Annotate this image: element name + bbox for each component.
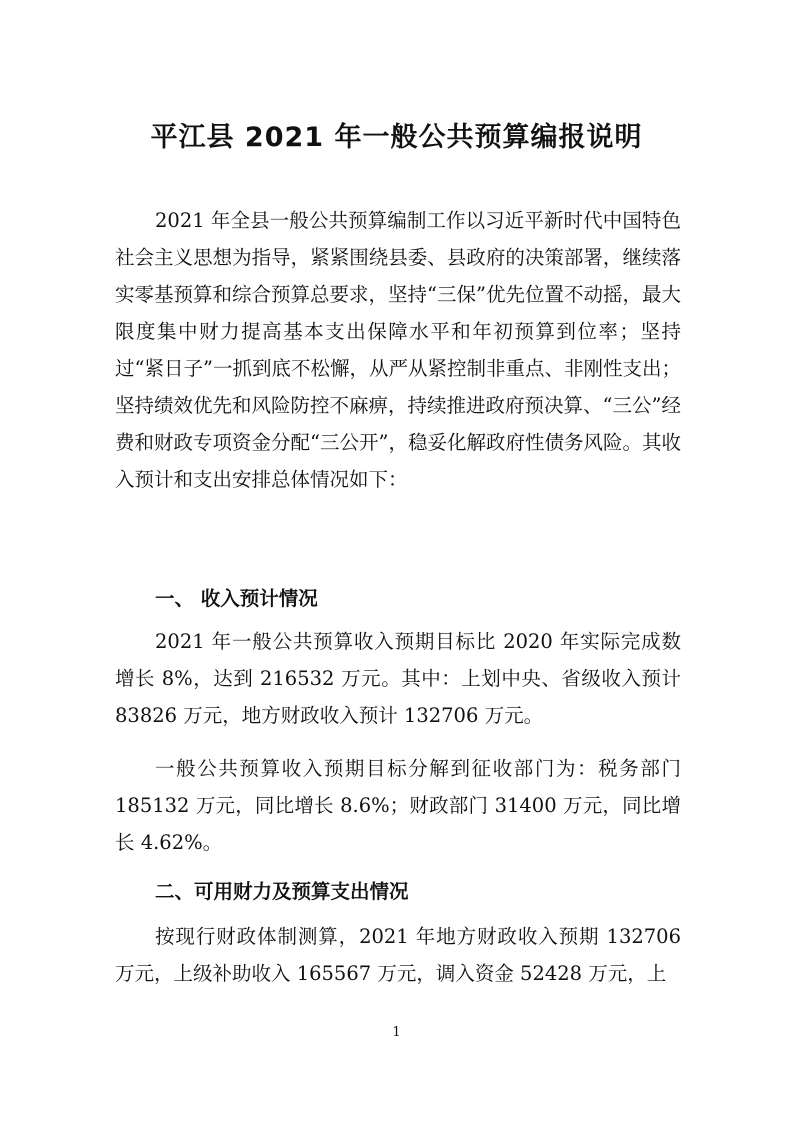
expenditure-paragraph-1: 按现行财政体制测算，2021 年地方财政收入预期 132706 万元，上级补助收入 165567 万元，调入资金 52428 万元，上 [115,925,681,985]
page-number: 1 [392,1025,401,1040]
section-heading-expenditure: 二、可用财力及预算支出情况 [155,880,409,903]
section-heading-revenue: 一、 收入预计情况 [155,587,318,610]
revenue-paragraph-2: 一般公共预算收入预期目标分解到征收部门为：税务部门 185132 万元，同比增长 8.6%；财政部门 31400 万元，同比增长 4.62%。 [115,757,681,854]
revenue-paragraph-1: 2021 年一般公共预算收入预期目标比 2020 年实际完成数增长 8%，达到 216532 万元。其中：上划中央、省级收入预计 83826 万元，地方财政收入预计 132706 万元。 [115,630,681,727]
intro-paragraph: 2021 年全县一般公共预算编制工作以习近平新时代中国特色社会主义思想为指导，紧紧围绕县委、县政府的决策部署，继续落实零基预算和综合预算总要求，坚持“三保”优先位置不动摇，最大限度集中财力提高基本支出保障水平和年初预算到位率；坚持过“紧日子”一抓到底不松懈，从严从紧控制非重点、非刚性支出；坚持绩效优先和风险防控不麻痹，持续推进政府预决算、“三公”经费和财政专项资金分配“三公开”，稳妥化解政府性债务风险。其收入预计和支出安排总体情况如下： [115,209,681,491]
document-title: 平江县 2021 年一般公共预算编报说明 [150,122,643,153]
